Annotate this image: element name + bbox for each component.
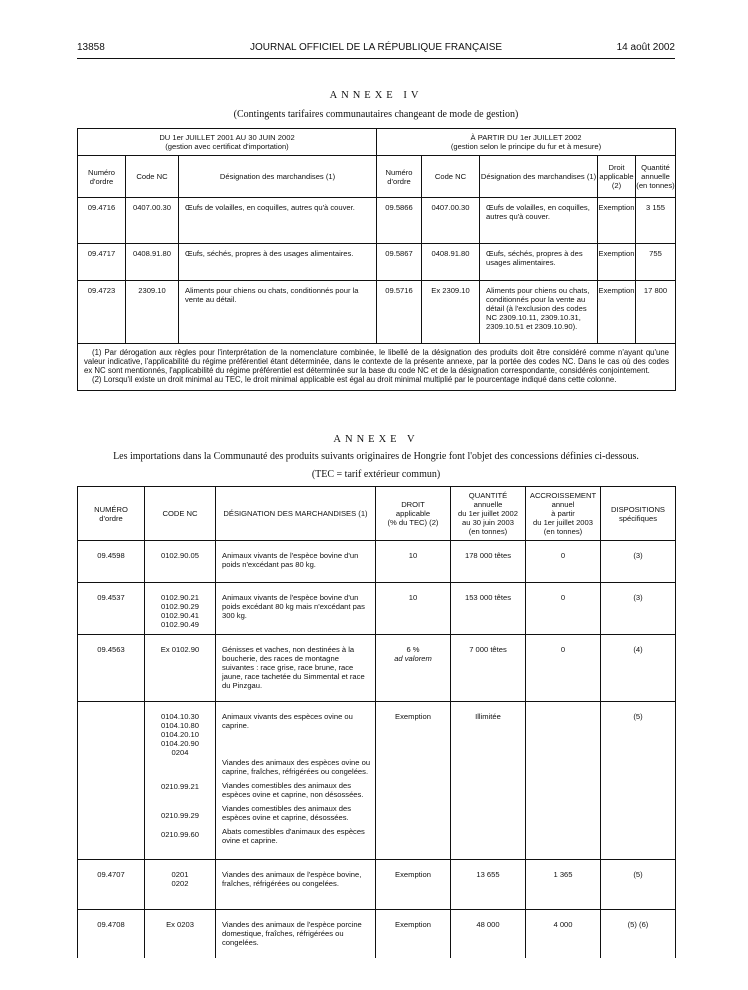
publication-date: 14 août 2002 (616, 42, 675, 53)
annex4-column-headers (78, 156, 676, 198)
annex4-right-period: À PARTIR DU 1er JUILLET 2002 (gestion selon le principe du fur et à mesure) (377, 129, 676, 156)
footnote-2: (2) Lorsqu'il existe un droit minimal au TEC, le droit minimal applicable est égal au droit minimal multiplié par le pourcentage indiqué dans cette colonne. (92, 375, 617, 384)
annex5-table (77, 486, 676, 958)
table-row: 09.4708 Ex 0203 Viandes des animaux de l'espèce porcine domestique, fraîches, réfrigérées ou congelées. Exemption 48 000 4 000 (5) (6) (78, 910, 676, 958)
table-row: 09.4717 0408.91.80 Œufs, séchés, propres à des usages alimentaires. 09.5867 0408.91.80 Œufs, séchés, propres à des usages alimentaires. Exemption 755 (78, 244, 676, 281)
annex5-column-headers (78, 487, 676, 541)
annex5-intro: Les importations dans la Communauté des produits suivants originaires de Hongrie font l'objet des concessions définies ci-dessous. (113, 451, 639, 462)
page-number: 13858 (77, 42, 105, 53)
col-code-nc: Code NC (126, 156, 179, 198)
col-designation: Désignation des marchandises (1) (179, 156, 377, 198)
col-quantite: Quantité annuelle (en tonnes) (636, 156, 676, 198)
table-row: 09.4723 2309.10 Aliments pour chiens ou chats, conditionnés pour la vente au détail. 09.5716 Ex 2309.10 Aliments pour chiens ou chats, conditionnés pour la vente au détail (à l'exclusion des codes NC 2309.10.11, 2309.10.31, 2309.10.51 et 2309.10.90). Exemption 17 800 (78, 281, 676, 344)
table-row: 0104.10.30 0104.10.80 0104.20.10 0104.20.90 0204 0210.99.21 0210.99.29 0210.99.60 Animaux vivants des espèces ovine ou caprine. Viandes des animaux des espèces ovine ou caprine, fraîches, réfrigérées ou congelées. Viandes comestibles des animaux des espèces ovine et caprine, non désossées. Viandes comestibles des animaux des espèces ovine et caprine, désossées. Abats comestibles d'animaux des espèces ovine et caprine. Exemption Illimitée (5) (78, 702, 676, 860)
annex5-tec-note: (TEC = tarif extérieur commun) (311, 469, 441, 480)
col-droit: DROIT applicable (% du TEC) (2) (376, 487, 451, 541)
annex4-title: ANNEXE IV (329, 90, 423, 101)
col-numero-ordre: Numéro d'ordre (78, 156, 126, 198)
footnote-1: (1) Par dérogation aux règles pour l'interprétation de la nomenclature combinée, le libellé de la désignation des produits doit être considéré comme n'ayant qu'une valeur indicative, l'applicabilité du régime préférentiel étant déterminée, dans le contexte de la présente annexe, par la portée des codes NC. Dans le cas où des codes ex NC sont mentionnés, l'applicabilité du régime préférentiel est déterminée sur la base du code NC et de la désignation correspondante, considérés conjointement. (84, 348, 670, 375)
col-designation: DÉSIGNATION DES MARCHANDISES (1) (216, 487, 376, 541)
col-dispositions: DISPOSITIONS spécifiques (601, 487, 676, 541)
annex4-left-period: DU 1er JUILLET 2001 AU 30 JUIN 2002 (gestion avec certificat d'importation) (78, 129, 377, 156)
annex4-table (77, 128, 676, 391)
page-header (77, 42, 675, 56)
table-row: 09.4563 Ex 0102.90 Génisses et vaches, non destinées à la boucherie, des races de montagne suivantes : race grise, race brune, race jaune, race tachetée du Simmental et race du Pinzgau. 6 % ad valorem 7 000 têtes 0 (4) (78, 635, 676, 702)
annex4-footnotes (78, 344, 676, 391)
journal-title: JOURNAL OFFICIEL DE LA RÉPUBLIQUE FRANÇAISE (249, 42, 503, 53)
table-row: 09.4598 0102.90.05 Animaux vivants de l'espèce bovine d'un poids n'excédant pas 80 kg. 10 178 000 têtes 0 (3) (78, 541, 676, 583)
col-quantite: QUANTITÉ annuelle du 1er juillet 2002 au 30 juin 2003 (en tonnes) (451, 487, 526, 541)
table-row: 09.4537 0102.90.21 0102.90.29 0102.90.41 0102.90.49 Animaux vivants de l'espèce bovine d'un poids excédant 80 kg mais n'excédant pas 300 kg. 10 153 000 têtes 0 (3) (78, 583, 676, 635)
col-droit: Droit applicable (2) (598, 156, 636, 198)
table-row: 09.4716 0407.00.30 Œufs de volailles, en coquilles, autres qu'à couver. 09.5866 0407.00.30 Œufs de volailles, en coquilles, autres qu'à couver. Exemption 3 155 (78, 198, 676, 244)
col-numero-ordre-new: Numéro d'ordre (377, 156, 422, 198)
col-numero: NUMÉRO d'ordre (78, 487, 145, 541)
col-code-nc-new: Code NC (422, 156, 480, 198)
header-rule (77, 58, 675, 59)
col-accroissement: ACCROISSEMENT annuel à partir du 1er juillet 2003 (en tonnes) (526, 487, 601, 541)
table-row: 09.4707 0201 0202 Viandes des animaux de l'espèce bovine, fraîches, réfrigérées ou congelées. Exemption 13 655 1 365 (5) (78, 860, 676, 910)
col-code-nc: CODE NC (145, 487, 216, 541)
annex4-subtitle: (Contingents tarifaires communautaires changeant de mode de gestion) (233, 109, 519, 120)
annex5-title: ANNEXE V (333, 434, 419, 445)
col-designation-new: Désignation des marchandises (1) (480, 156, 598, 198)
